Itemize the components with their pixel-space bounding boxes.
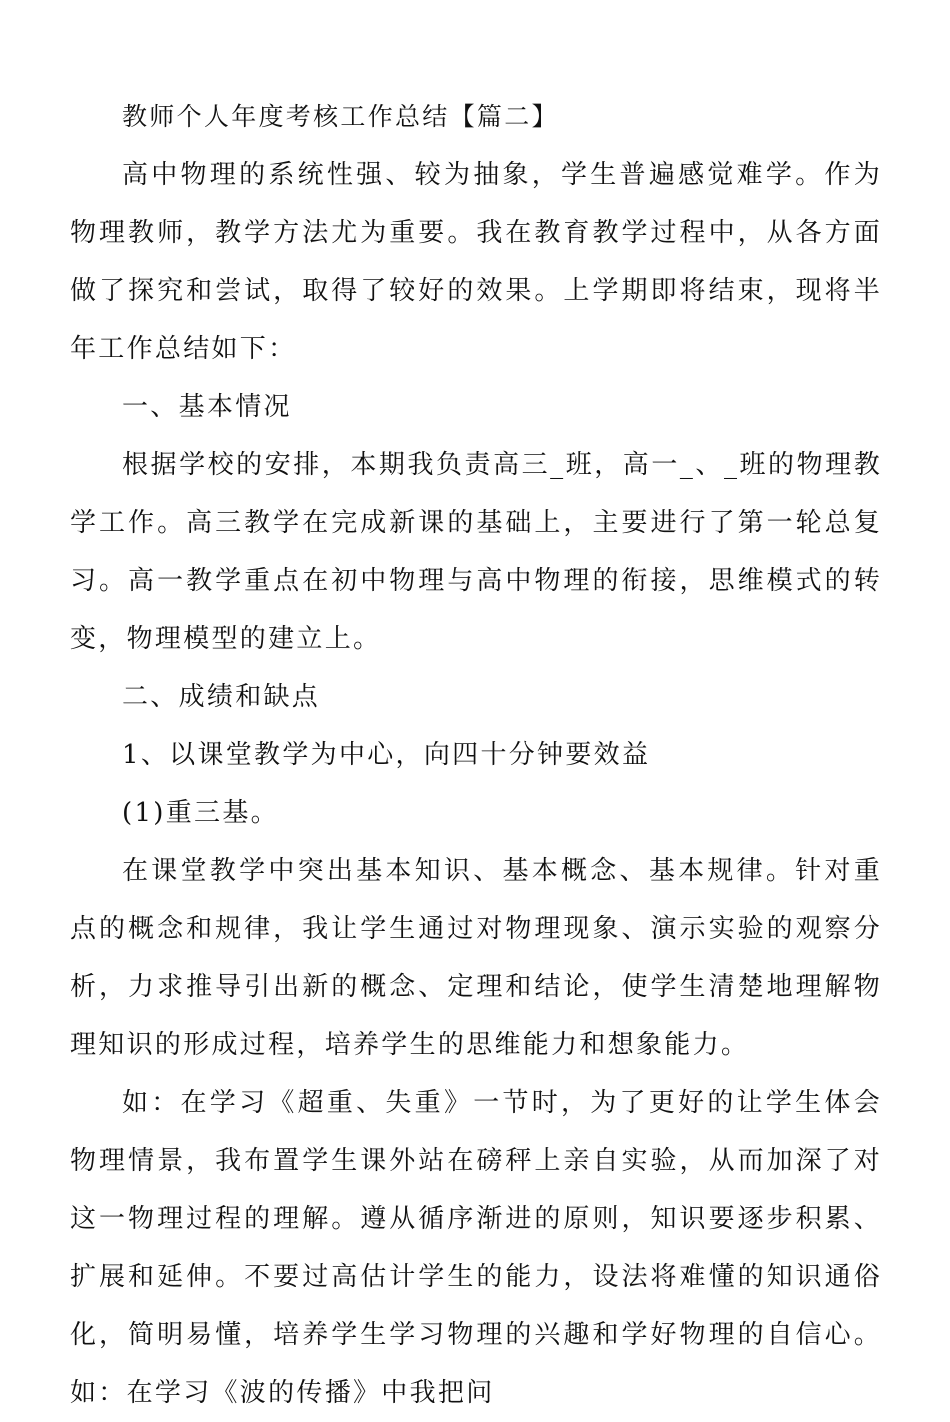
document-page <box>70 88 882 1422</box>
section-heading-achievements: 二、成绩和缺点 <box>122 682 321 712</box>
intro-paragraph: 高中物理的系统性强、较为抽象，学生普遍感觉难学。作为物理教师，教学方法尤为重要。我在教育教学过程中，从各方面做了探究和尝试，取得了较好的效果。上学期即将结束，现将半年工作总结如下： <box>70 160 882 364</box>
basic-situation-paragraph: 根据学校的安排，本期我负责高三_班，高一_、_班的物理教学工作。高三教学在完成新课的基础上，主要进行了第一轮总复习。高一教学重点在初中物理与高中物理的衔接，思维模式的转变，物理模型的建立上。 <box>70 450 882 654</box>
subheading-classroom-teaching: 1、以课堂教学为中心，向四十分钟要效益 <box>122 740 651 770</box>
three-basics-paragraph: 在课堂教学中突出基本知识、基本概念、基本规律。针对重点的概念和规律，我让学生通过对物理现象、演示实验的观察分析，力求推导引出新的概念、定理和结论，使学生清楚地理解物理知识的形成过程，培养学生的思维能力和想象能力。 <box>70 856 882 1060</box>
section-heading-basic-situation: 一、基本情况 <box>122 392 292 422</box>
document-title: 教师个人年度考核工作总结【篇二】 <box>122 102 559 131</box>
example-paragraph: 如：在学习《超重、失重》一节时，为了更好的让学生体会物理情景，我布置学生课外站在磅秤上亲自实验，从而加深了对这一物理过程的理解。遵从循序渐进的原则，知识要逐步积累、扩展和延伸。不要过高估计学生的能力，设法将难懂的知识通俗化，简明易懂，培养学生学习物理的兴趣和学好物理的自信心。如：在学习《波的传播》中我把问 <box>70 1088 882 1408</box>
subheading-three-basics: (1)重三基。 <box>122 798 279 828</box>
